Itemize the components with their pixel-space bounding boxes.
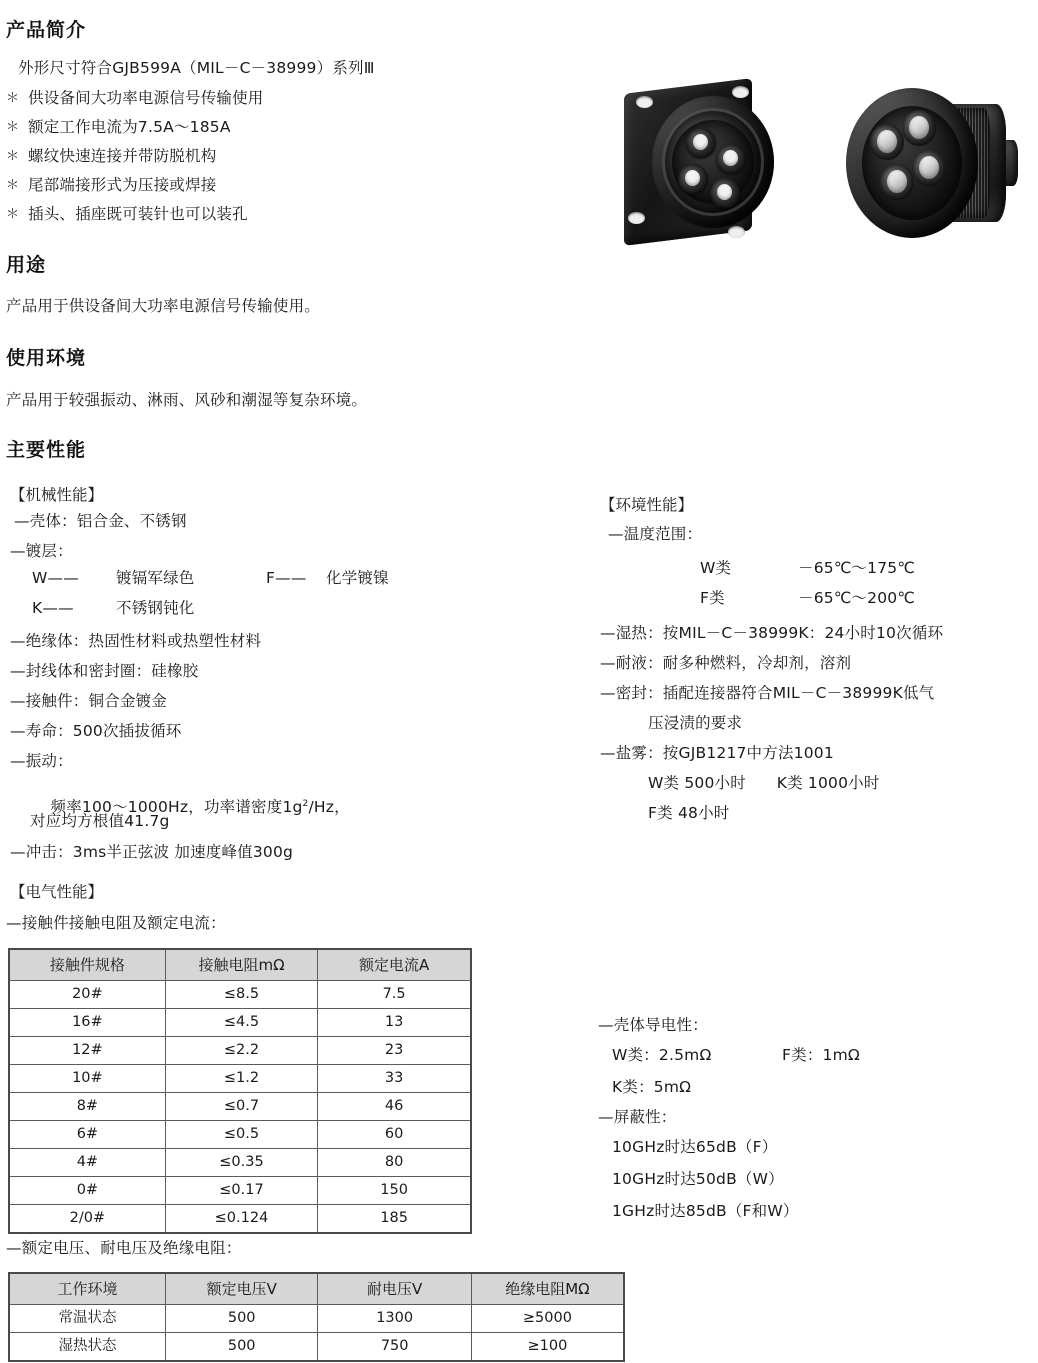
shielding-line-3: 1GHz时达85dB（F和W） [612,1202,799,1220]
humidity-line: —湿热：按MIL－C－38999K：24小时10次循环 [600,624,944,642]
contact-socket [710,178,740,208]
cell-spec: 8# [9,1093,165,1121]
mechanical-vibration-label: —振动： [10,752,73,770]
cell-condition: 常温状态 [9,1305,165,1333]
plating-text-f: 化学镀镍 [326,569,389,587]
temperature-row-w [700,561,915,577]
shielding-line-1: 10GHz时达65dB（F） [612,1138,778,1156]
asterisk-icon: ＊ [6,207,20,222]
cell-current: 23 [318,1037,471,1065]
intro-bullet-text: 供设备间大功率电源信号传输使用 [28,89,264,107]
cell-resist: ≤0.7 [165,1093,317,1121]
plating-text-w: 镀镉军绿色 [116,569,195,587]
fluid-resistance-line: —耐液：耐多种燃料，冷却剂，溶剂 [600,654,852,672]
contact-resistance-table [8,948,472,1234]
list-item [6,120,264,149]
temperature-range-label: —温度范围： [608,525,703,543]
shell-conductivity-row-1 [612,1048,860,1064]
cell-insulation: ≥100 [471,1333,624,1362]
temp-range-f: －65℃～200℃ [798,589,915,607]
flange-mounting-hole [728,226,745,238]
conductivity-f: F类：1mΩ [782,1046,860,1064]
cell-spec: 12# [9,1037,165,1065]
subsection-environmental-title: 【环境性能】 [600,496,694,514]
subsection-mechanical-title: 【机械性能】 [10,486,104,504]
sealing-line-2: 压浸渍的要求 [648,714,743,732]
table-row [9,1149,471,1177]
conductivity-w: W类：2.5mΩ [612,1046,712,1064]
list-item [6,207,264,236]
cell-insulation: ≥5000 [471,1305,624,1333]
cell-spec: 2/0# [9,1205,165,1234]
cell-resist: ≤8.5 [165,981,317,1009]
column-header-spec: 接触件规格 [9,949,165,981]
intro-bullet-list [6,91,264,236]
plating-code-w: W—— [32,569,79,587]
shell-conductivity-label: —壳体导电性： [598,1016,708,1034]
cell-condition: 湿热状态 [9,1333,165,1362]
plating-code-f: F—— [266,569,307,587]
temp-class-f: F类 [700,589,725,607]
column-header-condition: 工作环境 [9,1273,165,1305]
voltage-table-caption: —额定电压、耐电压及绝缘电阻： [6,1239,242,1257]
mechanical-insulator-line: —绝缘体：热固性材料或热塑性材料 [10,632,262,650]
contact-socket [686,128,716,158]
table-row [9,1305,624,1333]
voltage-rating-table [8,1272,625,1362]
section-heading-environment: 使用环境 [6,347,87,369]
mechanical-plating-label: —镀层： [10,542,73,560]
vibration-detail-post: /Hz， [308,797,350,816]
cell-current: 150 [318,1177,471,1205]
contact-pin [902,110,936,146]
table-row [9,1177,471,1205]
list-item [6,149,264,178]
cell-spec: 6# [9,1121,165,1149]
environment-text: 产品用于较强振动、淋雨、风砂和潮湿等复杂环境。 [6,391,368,409]
conductivity-k: K类：5mΩ [612,1078,692,1096]
table-row [9,1205,471,1234]
cell-resist: ≤1.2 [165,1065,317,1093]
cell-current: 46 [318,1093,471,1121]
contact-pin [870,124,904,160]
table-header-row [9,1273,624,1305]
flange-mounting-hole [628,212,645,224]
contact-socket [716,144,746,174]
cell-spec: 20# [9,981,165,1009]
table-row [9,1009,471,1037]
cell-current: 185 [318,1205,471,1234]
column-header-withstand: 耐电压V [318,1273,471,1305]
table-row [9,1037,471,1065]
connector-barrel [652,96,774,228]
contact-pin [912,150,946,186]
vibration-detail-line-2: 对应均方根值41.7g [30,812,170,830]
cell-resist: ≤0.124 [165,1205,317,1234]
column-header-resist: 接触电阻mΩ [165,949,317,981]
flange-mounting-hole [636,96,653,108]
flange-mounting-hole [732,86,749,98]
mechanical-contact-line: —接触件：铜合金镀金 [10,692,168,710]
cell-spec: 4# [9,1149,165,1177]
table-row [9,981,471,1009]
mechanical-shell-line: —壳体：铝合金、不锈钢 [14,512,187,530]
intro-bullet-text: 尾部端接形式为压接或焊接 [28,176,217,194]
contact-pin [880,164,914,200]
column-header-current: 额定电流A [318,949,471,981]
cell-spec: 10# [9,1065,165,1093]
product-photo-group [596,78,1026,253]
mechanical-shock-line: —冲击：3ms半正弦波 加速度峰值300g [10,843,294,861]
intro-lead-line: 外形尺寸符合GJB599A（MIL－C－38999）系列Ⅲ [18,59,375,77]
mechanical-grommet-line: —封线体和密封圈：硅橡胶 [10,662,199,680]
shielding-label: —屏蔽性： [598,1108,677,1126]
receptacle-connector-photo [606,80,788,248]
cell-current: 7.5 [318,981,471,1009]
cell-spec: 0# [9,1177,165,1205]
salt-spray-line-3: F类 48小时 [648,804,730,822]
column-header-rated-volt: 额定电压V [165,1273,318,1305]
section-heading-main-performance: 主要性能 [6,439,87,461]
intro-bullet-text: 螺纹快速连接并带防脱机构 [28,147,217,165]
cell-spec: 16# [9,1009,165,1037]
table-row [9,1065,471,1093]
list-item [6,91,264,120]
plating-row-w-f [32,571,389,587]
plating-row-k [32,601,195,617]
list-item [6,178,264,207]
cell-resist: ≤2.2 [165,1037,317,1065]
table-header-row [9,949,471,981]
barrel-insert [672,120,754,204]
subsection-electrical-title: 【电气性能】 [10,883,104,901]
section-heading-usage: 用途 [6,254,47,276]
intro-bullet-text: 额定工作电流为7.5A～185A [28,118,231,136]
asterisk-icon: ＊ [6,178,20,193]
temperature-row-f [700,591,915,607]
cell-withstand: 750 [318,1333,471,1362]
asterisk-icon: ＊ [6,120,20,135]
cell-current: 60 [318,1121,471,1149]
column-header-insulation: 绝缘电阻MΩ [471,1273,624,1305]
shielding-line-2: 10GHz时达50dB（W） [612,1170,784,1188]
cell-resist: ≤0.5 [165,1121,317,1149]
contact-table-caption: —接触件接触电阻及额定电流： [6,914,226,932]
salt-spray-line-1: —盐雾：按GJB1217中方法1001 [600,744,834,762]
salt-spray-line-2: W类 500小时 K类 1000小时 [648,774,880,792]
cell-current: 80 [318,1149,471,1177]
plating-code-k: K—— [32,599,74,617]
temp-class-w: W类 [700,559,732,577]
cell-current: 13 [318,1009,471,1037]
asterisk-icon: ＊ [6,149,20,164]
asterisk-icon: ＊ [6,91,20,106]
plug-front-shell [846,88,978,238]
temp-range-w: －65℃～175℃ [798,559,915,577]
cell-current: 33 [318,1065,471,1093]
usage-text: 产品用于供设备间大功率电源信号传输使用。 [6,297,321,315]
contact-socket [678,164,708,194]
cell-rated-volt: 500 [165,1305,318,1333]
plating-text-k: 不锈钢钝化 [116,599,195,617]
plug-connector-photo [840,82,1026,248]
table-row [9,1121,471,1149]
cell-rated-volt: 500 [165,1333,318,1362]
cell-resist: ≤0.35 [165,1149,317,1177]
table-row [9,1093,471,1121]
cell-resist: ≤4.5 [165,1009,317,1037]
page-title-intro: 产品简介 [6,19,87,41]
vibration-exponent: 2 [302,798,309,809]
vibration-detail-pre: 频率100～1000Hz，功率谱密度1g [50,797,303,816]
sealing-line-1: —密封：插配连接器符合MIL－C－38999K低气 [600,684,935,702]
table-row [9,1333,624,1362]
cell-withstand: 1300 [318,1305,471,1333]
mechanical-life-line: —寿命：500次插拔循环 [10,722,182,740]
intro-bullet-text: 插头、插座既可装针也可以装孔 [28,205,248,223]
cell-resist: ≤0.17 [165,1177,317,1205]
plug-insert-face [862,106,962,220]
